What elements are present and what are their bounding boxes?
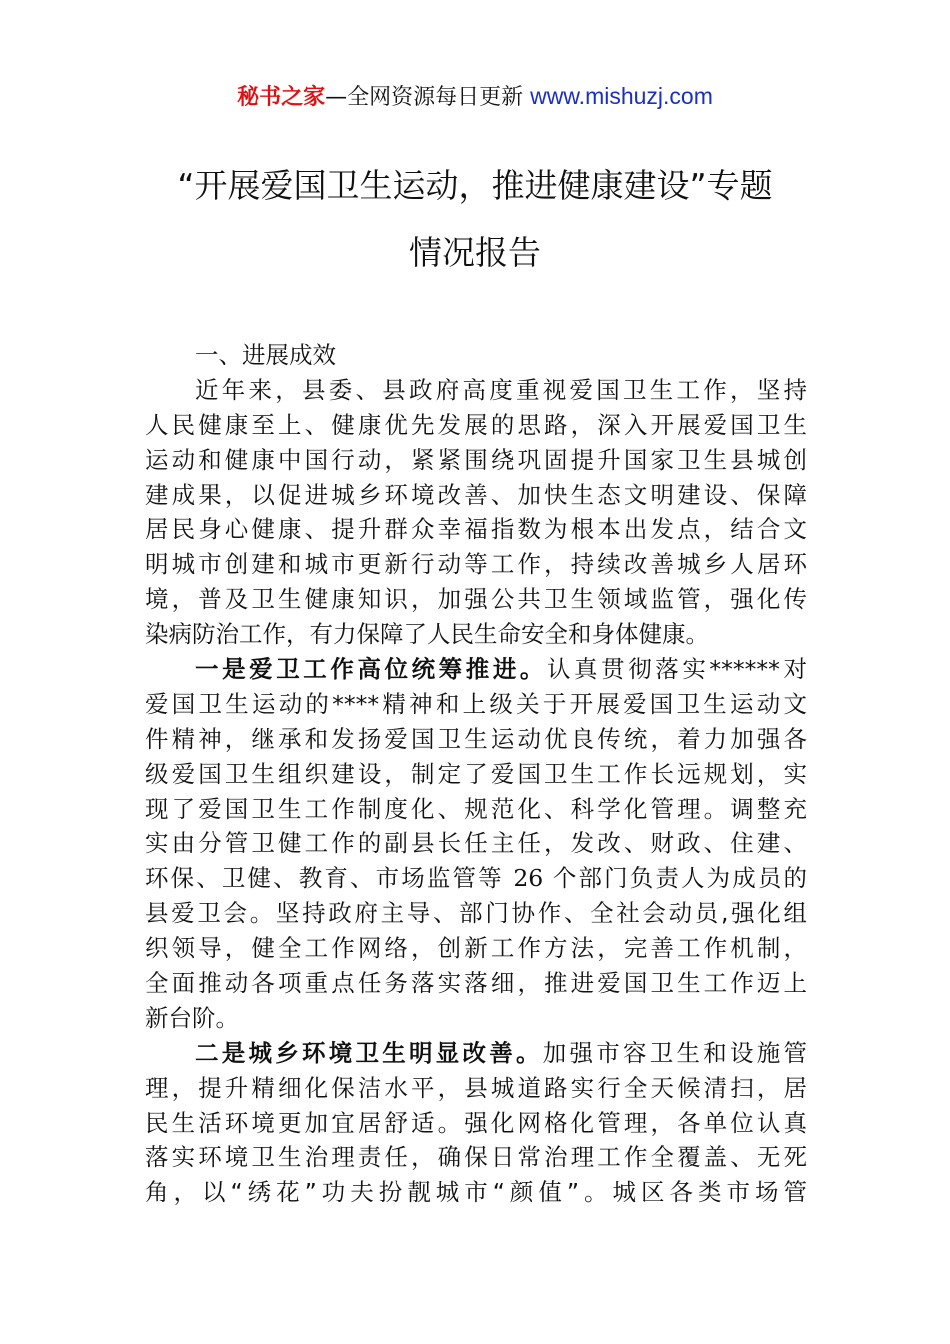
site-header (0, 78, 950, 116)
paragraph-line (145, 861, 807, 896)
title-line-1: “开展爱国卫生运动，推进健康建设”专题 (177, 166, 773, 205)
paragraph-line: 居民身心健康、提升群众幸福指数为根本出发点，结合文 (145, 515, 807, 544)
document-body (145, 338, 807, 1210)
paragraph-line: 全面推动各项重点任务落实落细，推进爱国卫生工作迈上 (145, 969, 807, 998)
paragraph-line: 近年来，县委、县政府高度重视爱国卫生工作，坚持 (195, 375, 807, 404)
paragraph-line: 爱国卫生运动的****精神和上级关于开展爱国卫生运动文 (145, 689, 807, 718)
header-slogan: —全网资源每日更新 (325, 85, 524, 110)
paragraph-line: 现了爱国卫生工作制度化、规范化、科学化管理。调整充 (145, 794, 807, 823)
site-url-link[interactable]: www.mishuzj.com (530, 83, 713, 109)
paragraph-line: 角，以“绣花”功夫扮靓城市“颜值”。城区各类市场管 (145, 1178, 807, 1207)
brand-name: 秘书之家 (237, 85, 326, 110)
paragraph-line: 境，普及卫生健康知识，加强公共卫生领域监管，强化传 (145, 585, 807, 614)
paragraph-line: 人民健康至上、健康优先发展的思路，深入开展爱国卫生 (145, 410, 807, 439)
paragraph-line: 建成果，以促进城乡环境改善、加快生态文明建设、保障 (145, 480, 807, 509)
paragraph-line: 理，提升精细化保洁水平，县城道路实行全天候清扫，居 (145, 1073, 807, 1102)
point-heading-2: 二是城乡环境卫生明显改善。 (195, 1038, 543, 1067)
member-count: 26 (513, 864, 544, 893)
paragraph-line: 县爱卫会。坚持政府主导、部门协作、全社会动员,强化组 (145, 899, 807, 928)
paragraph-line: 新台阶。 (145, 1003, 239, 1032)
paragraph-line: 级爱国卫生组织建设，制定了爱国卫生工作长远规划，实 (145, 759, 807, 788)
section-heading: 一、进展成效 (195, 341, 336, 369)
paragraph-line: 织领导，健全工作网络，创新工作方法，完善工作机制， (145, 934, 807, 963)
paragraph-line: 件精神，继承和发扬爱国卫生运动优良传统，着力加强各 (145, 724, 807, 753)
paragraph-line: 落实环境卫生治理责任，确保日常治理工作全覆盖、无死 (145, 1143, 807, 1172)
paragraph-text: 个部门负责人为成员的 (552, 864, 807, 893)
title-line-2: 情况报告 (409, 233, 541, 272)
paragraph-line: 实由分管卫健工作的副县长任主任，发改、财政、住建、 (145, 829, 807, 858)
paragraph-text: 认真贯彻落实******对 (546, 655, 807, 684)
paragraph-text: 加强市容卫生和设施管 (542, 1038, 807, 1067)
paragraph-line (145, 1036, 807, 1071)
point-heading-1: 一是爱卫工作高位统筹推进。 (195, 655, 547, 684)
paragraph-text: 环保、卫健、教育、市场监管等 (145, 864, 504, 893)
paragraph-line: 民生活环境更加宜居舒适。强化网格化管理，各单位认真 (145, 1108, 807, 1137)
paragraph-line: 明城市创建和城市更新行动等工作，持续改善城乡人居环 (145, 550, 807, 579)
paragraph-line (145, 652, 807, 687)
document-title (120, 152, 830, 286)
paragraph-line: 染病防治工作，有力保障了人民生命安全和身体健康。 (145, 620, 709, 649)
paragraph-line: 运动和健康中国行动，紧紧围绕巩固提升国家卫生县城创 (145, 445, 807, 474)
